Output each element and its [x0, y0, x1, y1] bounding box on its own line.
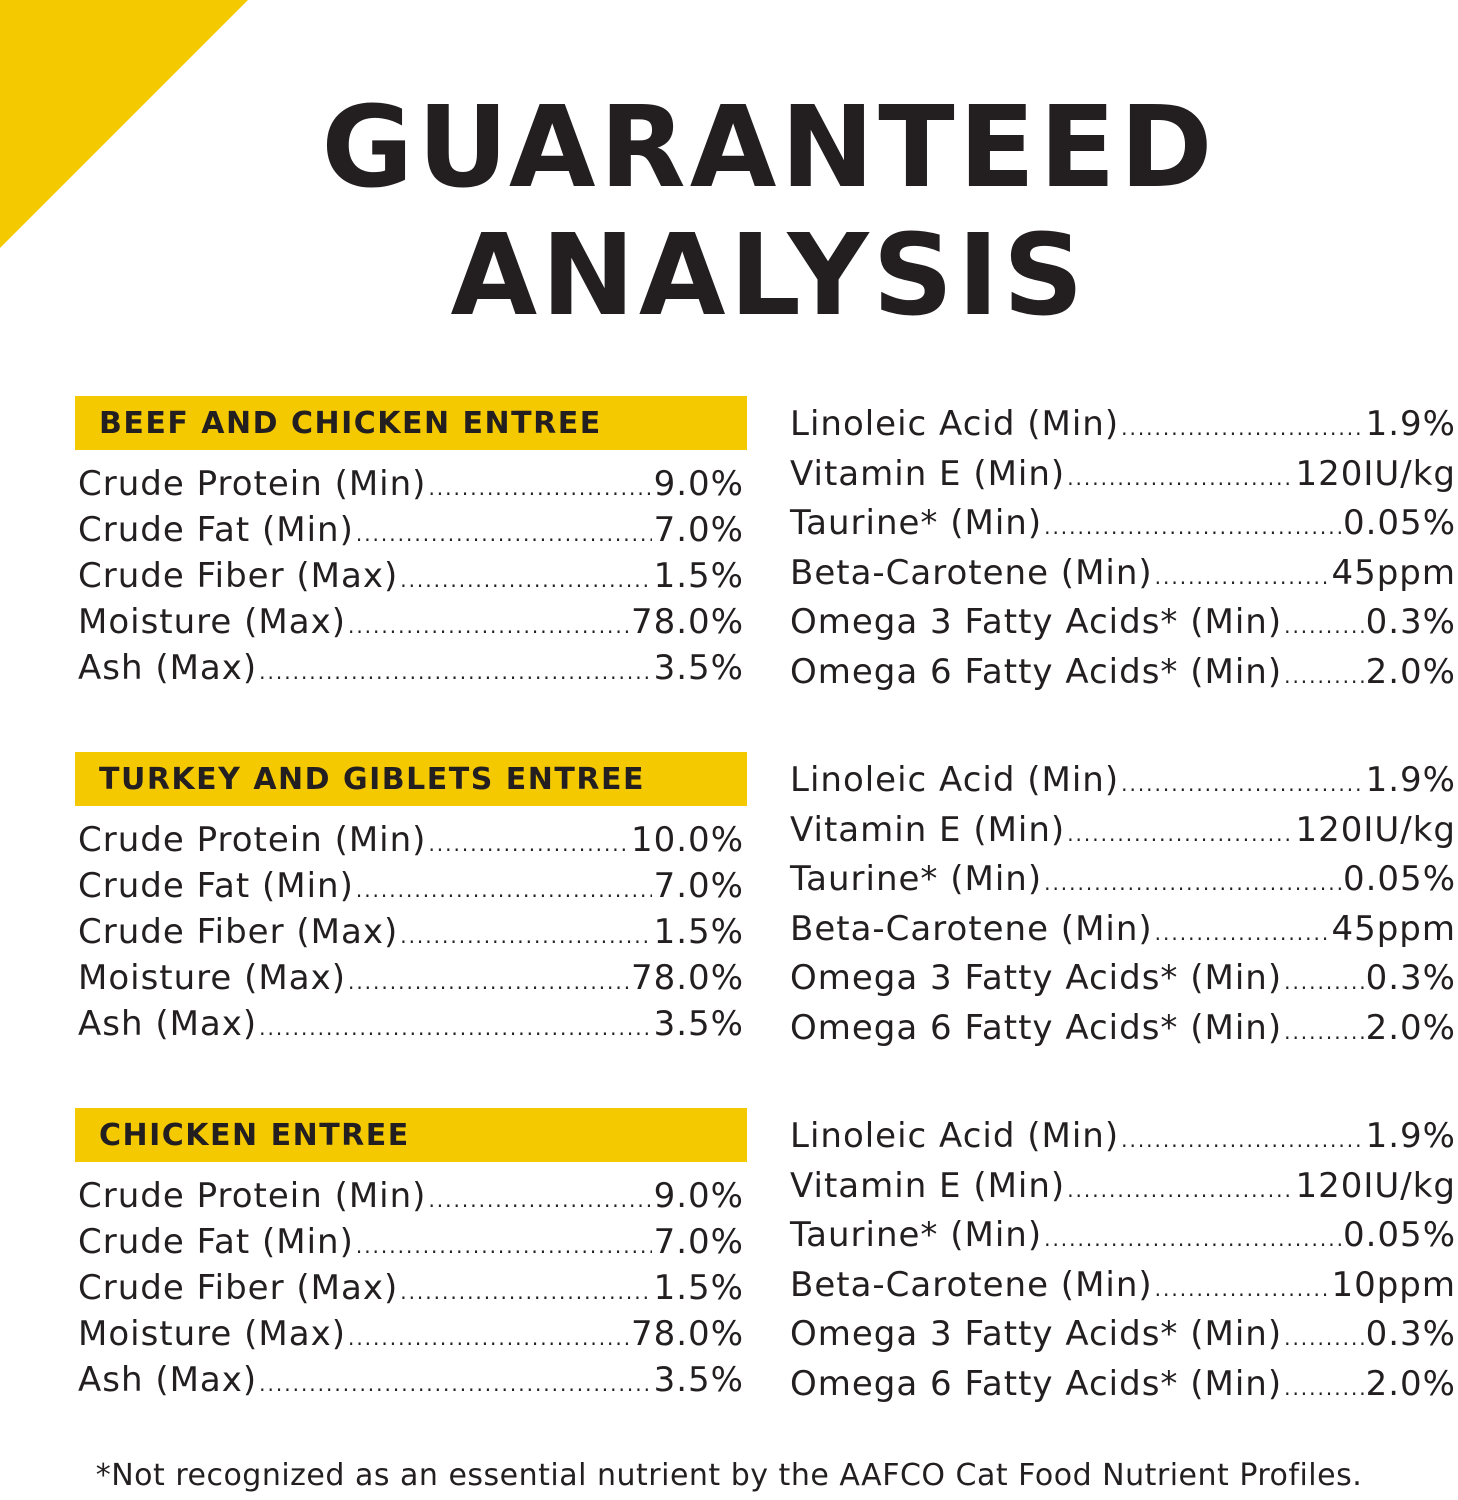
nutrient-label: Omega 3 Fatty Acids* (Min) — [790, 1314, 1283, 1354]
analysis-section — [0, 1108, 1458, 1428]
nutrient-row — [78, 912, 744, 958]
nutrient-row — [790, 1314, 1456, 1364]
dot-leader — [1284, 970, 1364, 994]
nutrient-label: Crude Fat (Min) — [78, 866, 354, 906]
dot-leader — [428, 832, 629, 856]
nutrient-row — [790, 454, 1456, 504]
nutrient-row — [790, 859, 1456, 909]
nutrient-label: Crude Fat (Min) — [78, 510, 354, 550]
nutrient-list-left — [78, 464, 744, 694]
nutrient-label: Vitamin E (Min) — [790, 809, 1066, 850]
nutrient-value: 0.05% — [1342, 503, 1456, 543]
nutrient-row — [790, 1215, 1456, 1265]
dot-leader — [348, 1326, 629, 1350]
nutrient-label: Taurine* (Min) — [790, 503, 1043, 543]
nutrient-row — [790, 602, 1456, 652]
nutrient-row — [78, 602, 744, 648]
nutrient-value: 1.9% — [1365, 1116, 1456, 1156]
nutrient-label: Linoleic Acid (Min) — [790, 404, 1120, 444]
nutrient-value: 7.0% — [653, 866, 744, 906]
nutrient-list-right — [790, 404, 1456, 701]
nutrient-value: 0.3% — [1365, 958, 1456, 998]
nutrient-row — [790, 958, 1456, 1008]
nutrient-row — [78, 1314, 744, 1360]
nutrient-label: Beta-Carotene (Min) — [790, 908, 1153, 949]
nutrient-label: Moisture (Max) — [78, 602, 346, 642]
nutrient-value: 120IU/kg — [1295, 809, 1456, 850]
nutrient-row — [78, 1360, 744, 1406]
dot-leader — [1044, 1227, 1341, 1251]
nutrient-label: Ash (Max) — [78, 1360, 258, 1400]
dot-leader — [428, 476, 651, 500]
nutrient-value: 0.3% — [1365, 602, 1456, 642]
dot-leader — [400, 568, 651, 592]
nutrient-row — [78, 866, 744, 912]
nutrient-row — [78, 1176, 744, 1222]
nutrient-label: Ash (Max) — [78, 648, 258, 688]
nutrient-label: Crude Fat (Min) — [78, 1222, 354, 1262]
nutrient-label: Omega 6 Fatty Acids* (Min) — [790, 1007, 1283, 1048]
dot-leader — [356, 522, 652, 546]
nutrient-value: 45ppm — [1331, 552, 1456, 593]
nutrient-value: 2.0% — [1365, 1007, 1456, 1048]
dot-leader — [348, 614, 629, 638]
nutrient-value: 3.5% — [653, 1004, 744, 1044]
dot-leader — [1284, 614, 1364, 638]
dot-leader — [259, 1372, 651, 1396]
dot-leader — [1121, 772, 1364, 796]
page-title-line2: ANALYSIS — [450, 211, 1088, 341]
nutrient-value: 2.0% — [1365, 1363, 1456, 1404]
nutrient-list-left — [78, 820, 744, 1050]
nutrient-label: Vitamin E (Min) — [790, 453, 1066, 494]
nutrient-value: 3.5% — [653, 648, 744, 688]
nutrient-label: Ash (Max) — [78, 1004, 258, 1044]
nutrient-label: Crude Protein (Min) — [78, 1176, 427, 1216]
nutrient-row — [790, 810, 1456, 860]
nutrient-value: 7.0% — [653, 510, 744, 550]
dot-leader — [1284, 664, 1364, 688]
nutrient-value: 1.9% — [1365, 404, 1456, 444]
nutrient-row — [78, 510, 744, 556]
nutrient-row — [790, 553, 1456, 603]
section-banner — [75, 1108, 747, 1162]
analysis-section — [0, 396, 1458, 716]
nutrient-label: Omega 6 Fatty Acids* (Min) — [790, 1363, 1283, 1404]
nutrient-list-right — [790, 1116, 1456, 1413]
nutrient-row — [78, 464, 744, 510]
dot-leader — [1155, 565, 1330, 589]
nutrient-value: 120IU/kg — [1295, 1165, 1456, 1206]
dot-leader — [1044, 515, 1341, 539]
nutrient-label: Moisture (Max) — [78, 958, 346, 998]
nutrient-row — [78, 648, 744, 694]
nutrient-row — [790, 1364, 1456, 1414]
section-banner — [75, 396, 747, 450]
nutrient-value: 10.0% — [630, 820, 744, 860]
dot-leader — [1121, 1128, 1364, 1152]
nutrient-label: Crude Protein (Min) — [78, 820, 427, 860]
nutrient-value: 78.0% — [630, 1314, 744, 1354]
dot-leader — [356, 1234, 652, 1258]
nutrient-label: Linoleic Acid (Min) — [790, 760, 1120, 800]
nutrient-label: Omega 6 Fatty Acids* (Min) — [790, 651, 1283, 692]
nutrient-value: 1.5% — [653, 912, 744, 952]
nutrient-label: Vitamin E (Min) — [790, 1165, 1066, 1206]
nutrient-label: Beta-Carotene (Min) — [790, 1264, 1153, 1305]
dot-leader — [1121, 416, 1364, 440]
footnote: *Not recognized as an essential nutrient by the AAFCO Cat Food Nutrient Profiles. — [95, 1458, 1363, 1493]
page-title-line1: GUARANTEED — [321, 83, 1217, 213]
nutrient-value: 78.0% — [630, 958, 744, 998]
dot-leader — [259, 660, 651, 684]
nutrient-label: Omega 3 Fatty Acids* (Min) — [790, 958, 1283, 998]
nutrient-value: 3.5% — [653, 1360, 744, 1400]
nutrient-label: Crude Fiber (Max) — [78, 1268, 399, 1308]
analysis-section — [0, 752, 1458, 1072]
dot-leader — [400, 924, 651, 948]
nutrient-list-right — [790, 760, 1456, 1057]
nutrient-row — [78, 1268, 744, 1314]
dot-leader — [1067, 1178, 1293, 1202]
section-banner — [75, 752, 747, 806]
nutrient-value: 1.9% — [1365, 760, 1456, 800]
nutrient-row — [78, 958, 744, 1004]
nutrient-label: Crude Protein (Min) — [78, 464, 427, 504]
nutrient-value: 0.05% — [1342, 859, 1456, 899]
nutrient-value: 1.5% — [653, 1268, 744, 1308]
nutrient-label: Crude Fiber (Max) — [78, 556, 399, 596]
dot-leader — [428, 1188, 651, 1212]
dot-leader — [1044, 871, 1341, 895]
nutrient-label: Moisture (Max) — [78, 1314, 346, 1354]
nutrient-value: 9.0% — [653, 464, 744, 504]
nutrient-row — [790, 1116, 1456, 1166]
nutrient-row — [790, 1265, 1456, 1315]
nutrient-value: 10ppm — [1331, 1264, 1456, 1305]
dot-leader — [1155, 1277, 1330, 1301]
nutrient-value: 9.0% — [653, 1176, 744, 1216]
nutrient-row — [790, 404, 1456, 454]
dot-leader — [1067, 822, 1293, 846]
dot-leader — [1284, 1020, 1364, 1044]
nutrient-row — [790, 1008, 1456, 1058]
nutrient-value: 0.05% — [1342, 1215, 1456, 1255]
nutrient-label: Taurine* (Min) — [790, 859, 1043, 899]
dot-leader — [348, 970, 629, 994]
nutrient-row — [78, 820, 744, 866]
section-title: TURKEY AND GIBLETS ENTREE — [99, 762, 645, 797]
nutrient-row — [78, 1222, 744, 1268]
nutrient-label: Omega 3 Fatty Acids* (Min) — [790, 602, 1283, 642]
dot-leader — [1284, 1326, 1364, 1350]
dot-leader — [356, 878, 652, 902]
section-title: CHICKEN ENTREE — [99, 1118, 410, 1153]
nutrient-row — [78, 556, 744, 602]
dot-leader — [400, 1280, 651, 1304]
nutrient-row — [790, 760, 1456, 810]
dot-leader — [1155, 921, 1330, 945]
nutrient-row — [78, 1004, 744, 1050]
nutrient-value: 120IU/kg — [1295, 453, 1456, 494]
dot-leader — [259, 1016, 651, 1040]
nutrient-label: Crude Fiber (Max) — [78, 912, 399, 952]
nutrient-value: 1.5% — [653, 556, 744, 596]
dot-leader — [1067, 466, 1293, 490]
section-title: BEEF AND CHICKEN ENTREE — [99, 406, 602, 441]
nutrient-value: 2.0% — [1365, 651, 1456, 692]
nutrient-value: 78.0% — [630, 602, 744, 642]
nutrient-list-left — [78, 1176, 744, 1406]
nutrient-label: Beta-Carotene (Min) — [790, 552, 1153, 593]
nutrient-row — [790, 503, 1456, 553]
dot-leader — [1284, 1376, 1364, 1400]
nutrient-row — [790, 909, 1456, 959]
nutrient-row — [790, 1166, 1456, 1216]
nutrient-value: 7.0% — [653, 1222, 744, 1262]
nutrient-value: 45ppm — [1331, 908, 1456, 949]
nutrient-row — [790, 652, 1456, 702]
nutrient-label: Linoleic Acid (Min) — [790, 1116, 1120, 1156]
nutrient-value: 0.3% — [1365, 1314, 1456, 1354]
nutrient-label: Taurine* (Min) — [790, 1215, 1043, 1255]
